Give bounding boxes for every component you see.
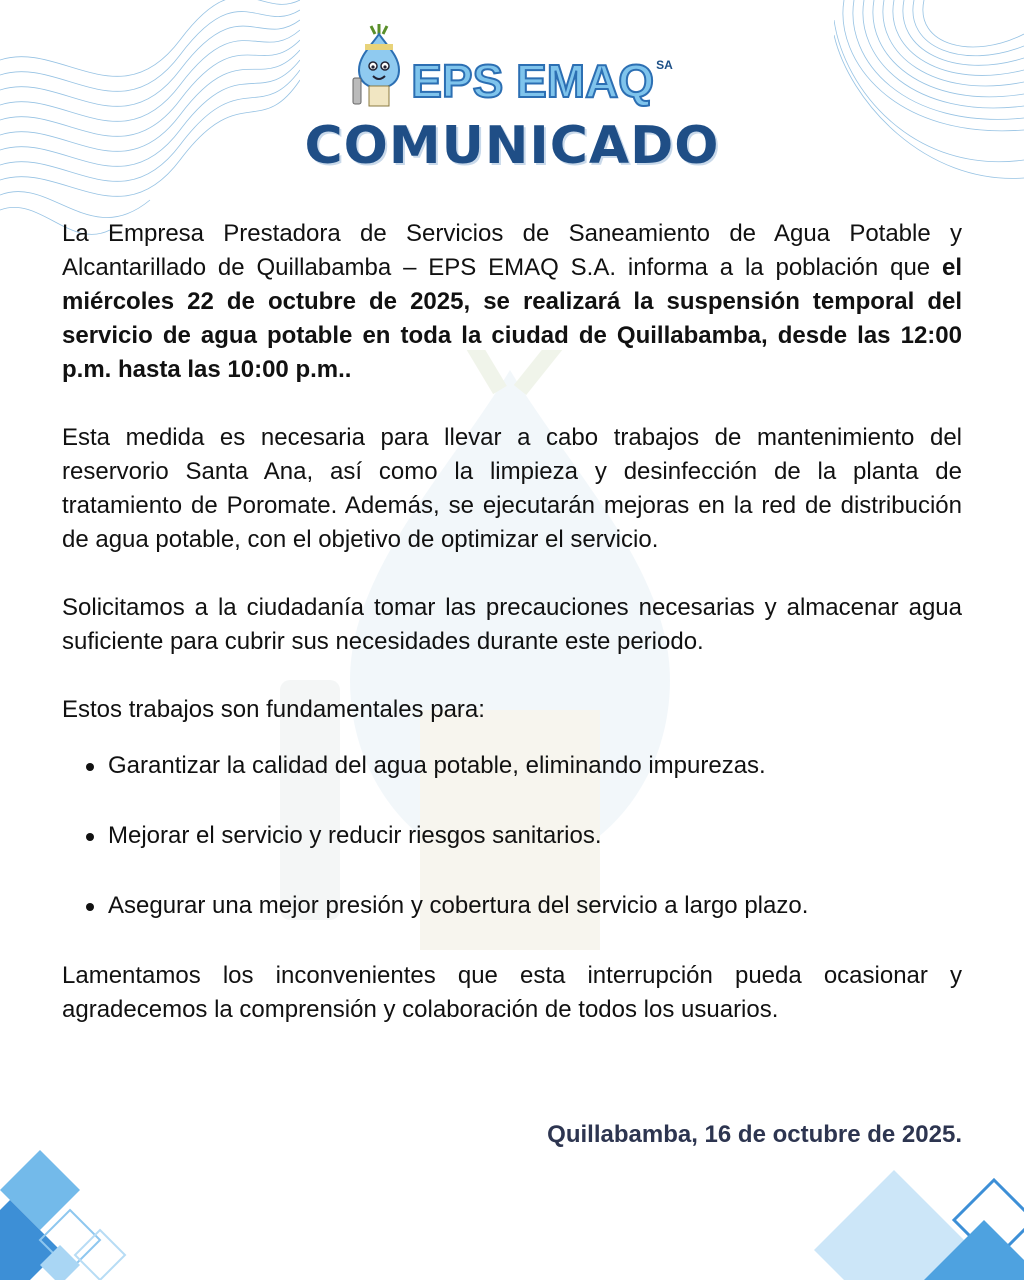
list-item: Asegurar una mejor presión y cobertura del servicio a largo plazo.	[108, 889, 962, 923]
page-title: COMUNICADO	[304, 116, 720, 176]
paragraph-intro	[62, 217, 962, 387]
announcement-body	[62, 217, 962, 1027]
bullet-icon	[86, 763, 94, 771]
paragraph-reason: Esta medida es necesaria para llevar a cabo trabajos de mantenimiento del reservorio Santa Ana, así como la limpieza y desinfección de la planta de tratamiento de Poromate. Además, se ejecutarán mejoras en la red de distribución de agua potable, con el objetivo de optimizar el servicio.	[62, 424, 962, 553]
paragraph-list-intro: Estos trabajos son fundamentales para:	[62, 696, 485, 723]
bullet-icon	[86, 903, 94, 911]
intro-text: La Empresa Prestadora de Servicios de Saneamiento de Agua Potable y Alcantarillado de Quillabamba – EPS EMAQ S.A. informa a la población que	[62, 220, 962, 281]
brand-logo	[0, 22, 1024, 108]
benefits-list	[62, 749, 962, 923]
paragraph-request: Solicitamos a la ciudadanía tomar las precauciones necesarias y almacenar agua suficiente para cubrir sus necesidades durante este periodo.	[62, 594, 962, 655]
paragraph-closing: Lamentamos los inconvenientes que esta interrupción pueda ocasionar y agradecemos la comprensión y colaboración de todos los usuarios.	[62, 962, 962, 1023]
suspension-notice: el miércoles 22 de octubre de 2025, se realizará la suspensión temporal del servicio de agua potable en toda la ciudad de Quillabamba, desde las 12:00 p.m. hasta las 10:00 p.m..	[62, 254, 962, 383]
water-drop-mascot-icon	[351, 22, 407, 108]
list-item: Garantizar la calidad del agua potable, eliminando impurezas.	[108, 749, 962, 783]
brand-suffix: SA	[656, 58, 673, 72]
bullet-icon	[86, 833, 94, 841]
brand-name: EPS EMAQ	[411, 55, 655, 107]
list-item: Mejorar el servicio y reducir riesgos sanitarios.	[108, 819, 962, 853]
diamond-decoration	[0, 1150, 150, 1280]
date-signature: Quillabamba, 16 de octubre de 2025.	[547, 1121, 962, 1148]
diamond-decoration	[804, 1170, 1024, 1280]
